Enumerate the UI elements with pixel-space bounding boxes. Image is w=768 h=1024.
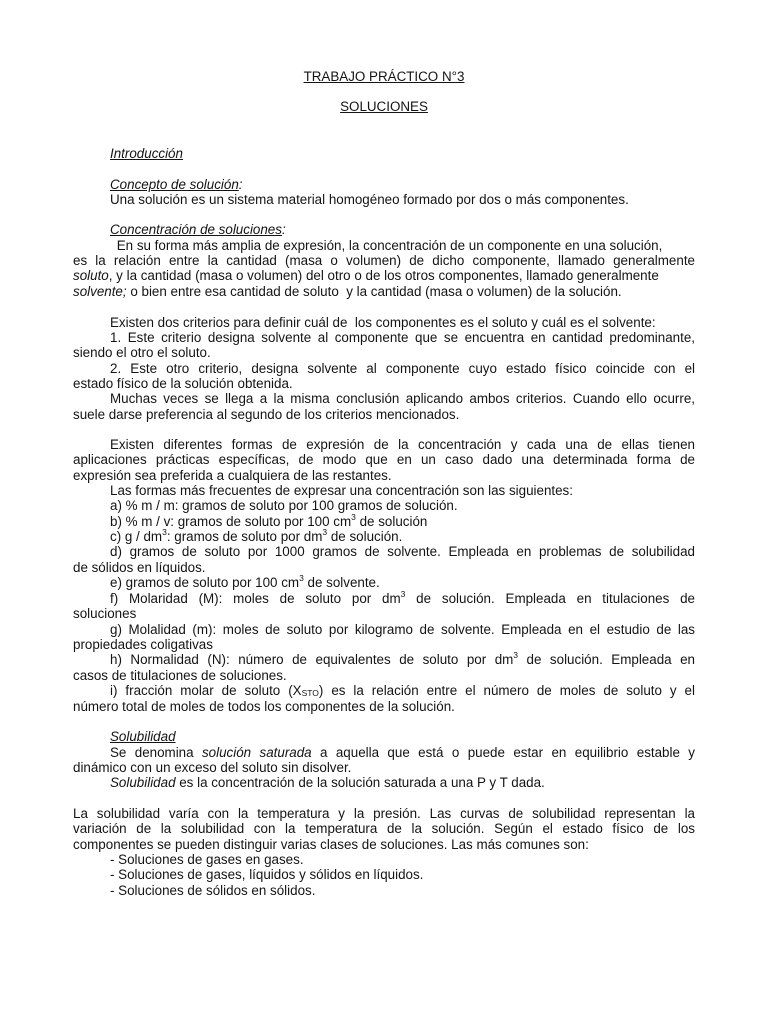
forma-text: de solución <box>355 514 428 529</box>
solubilidad-text: Se denomina <box>110 745 202 760</box>
formas-line: aplicaciones prácticas específicas, de modo que en un caso dado una determinada forma de <box>73 452 695 467</box>
forma-item-a: a) % m / m: gramos de soluto por 100 gramos de solución. <box>110 498 458 513</box>
subscript: STO <box>301 688 319 698</box>
section-heading-concepto <box>110 177 695 192</box>
solucion-saturada-term: solución saturada <box>201 745 312 760</box>
forma-text: e) gramos de soluto por 100 cm <box>110 575 300 590</box>
section-heading-introduccion <box>110 146 695 161</box>
forma-item-c <box>110 529 695 544</box>
superscript: 3 <box>513 652 519 660</box>
solubilidad-line: dinámico con un exceso del soluto sin disolver. <box>73 760 352 775</box>
superscript: 3 <box>299 573 304 583</box>
concentracion-heading: Concentración de soluciones <box>110 222 282 237</box>
forma-item-h <box>110 652 695 667</box>
concentracion-line <box>73 268 695 283</box>
section-heading-concentracion <box>110 222 695 237</box>
solubilidad-paragraph-line: variación de la solubilidad con la temperatura de la solución. Según el estado físico de los <box>73 821 695 836</box>
solubilidad-paragraph-line: componentes se pueden distinguir varias clases de soluciones. Las más comunes son: <box>73 837 589 852</box>
forma-text: : gramos de soluto por dm <box>166 529 323 544</box>
superscript: 3 <box>400 591 406 599</box>
list-item: - Soluciones de sólidos en sólidos. <box>110 883 316 898</box>
concentracion-line: es la relación entre la cantidad (masa o volumen) de dicho componente, llamado generalmente <box>73 253 695 268</box>
forma-item-i <box>110 683 695 698</box>
introduccion-heading: Introducción <box>110 146 183 161</box>
criterios-line: 1. Este criterio designa solvente al componente que se encuentra en cantidad predominante, <box>110 330 695 345</box>
document-subtitle: SOLUCIONES <box>340 99 428 114</box>
forma-item-b <box>110 514 695 529</box>
forma-item-g: g) Molalidad (m): moles de soluto por kilogramo de solvente. Empleada en el estudio de las <box>110 622 695 637</box>
criterios-line: siendo el otro el soluto. <box>73 345 211 360</box>
superscript: 3 <box>322 527 328 537</box>
list-item: - Soluciones de gases en gases. <box>110 852 304 867</box>
concentracion-line <box>73 284 695 299</box>
concentracion-colon: : <box>281 222 286 237</box>
solubilidad-line <box>110 745 695 760</box>
formas-line: expresión sea preferida a cualquiera de las restantes. <box>73 468 392 483</box>
concepto-heading: Concepto de solución <box>110 177 239 192</box>
concentracion-line-text: , y la cantidad (masa o volumen) del otro o de los otros componentes, llamado generalmente <box>108 268 659 283</box>
forma-text: de solución. Empleada en titulaciones de <box>405 591 695 606</box>
criterios-line: Existen dos criterios para definir cuál de los componentes es el soluto y cuál es el solvente: <box>110 315 656 330</box>
solubilidad-paragraph-line: La solubilidad varía con la temperatura y la presión. Las curvas de solubilidad representan la <box>73 806 695 821</box>
forma-item-h-cont: casos de titulaciones de soluciones. <box>73 668 287 683</box>
forma-item-d: d) gramos de soluto por 1000 gramos de solvente. Empleada en problemas de solubilidad <box>110 544 695 559</box>
criterios-line: 2. Este otro criterio, designa solvente al componente cuyo estado físico coincide con el <box>110 361 695 376</box>
forma-text: ) es la relación entre el número de moles de soluto y el <box>318 683 695 698</box>
solubilidad-line <box>110 775 695 790</box>
solvente-term: solvente; <box>73 284 127 299</box>
forma-text: b) % m / v: gramos de soluto por 100 cm <box>110 514 352 529</box>
solubilidad-heading: Solubilidad <box>110 729 176 744</box>
forma-item-e <box>110 575 695 590</box>
forma-text: h) Normalidad (N): número de equivalentes de soluto por dm <box>110 652 514 667</box>
soluto-term: soluto <box>73 268 109 283</box>
forma-item-f <box>110 591 695 606</box>
criterios-line: Muchas veces se llega a la misma conclusión aplicando ambos criterios. Cuando ello ocurre, <box>110 391 695 406</box>
concepto-colon: : <box>238 177 243 192</box>
section-heading-solubilidad <box>110 729 695 744</box>
forma-item-i-cont: número total de moles de todos los componentes de la solución. <box>73 699 455 714</box>
criterios-line: estado físico de la solución obtenida. <box>73 376 293 391</box>
forma-text: de solución. Empleada en <box>518 652 695 667</box>
formas-line: Las formas más frecuentes de expresar una concentración son las siguientes: <box>110 483 573 498</box>
forma-text: f) Molaridad (M): moles de soluto por dm <box>110 591 401 606</box>
forma-item-d-cont: de sólidos en líquidos. <box>73 560 206 575</box>
solubilidad-text: a aquella que está o puede estar en equilibrio estable y <box>311 745 695 760</box>
formas-line: Existen diferentes formas de expresión de la concentración y cada una de ellas tienen <box>110 437 695 452</box>
superscript: 3 <box>162 527 167 537</box>
forma-text: de solvente. <box>303 575 380 590</box>
solubilidad-text: es la concentración de la solución saturada a una P y T dada. <box>175 775 545 790</box>
concepto-text: Una solución es un sistema material homogéneo formado por dos o más componentes. <box>110 192 629 207</box>
forma-text: i) fracción molar de soluto (X <box>110 683 302 698</box>
document-title: TRABAJO PRÁCTICO N°3 <box>303 69 465 84</box>
solubilidad-term: Solubilidad <box>110 775 176 790</box>
superscript: 3 <box>351 512 356 522</box>
criterios-line: suele darse preferencia al segundo de los criterios mencionados. <box>73 407 460 422</box>
concentracion-line: En su forma más amplia de expresión, la concentración de un componente en una solución, <box>113 238 663 253</box>
concentracion-line-text: o bien entre esa cantidad de soluto y la cantidad (masa o volumen) de la solución. <box>126 284 622 299</box>
forma-text: c) g / dm <box>110 529 163 544</box>
forma-text: de solución. <box>327 529 403 544</box>
list-item: - Soluciones de gases, líquidos y sólidos en líquidos. <box>110 867 424 882</box>
forma-item-f-cont: soluciones <box>73 606 137 621</box>
forma-item-g-cont: propiedades coligativas <box>73 637 213 652</box>
